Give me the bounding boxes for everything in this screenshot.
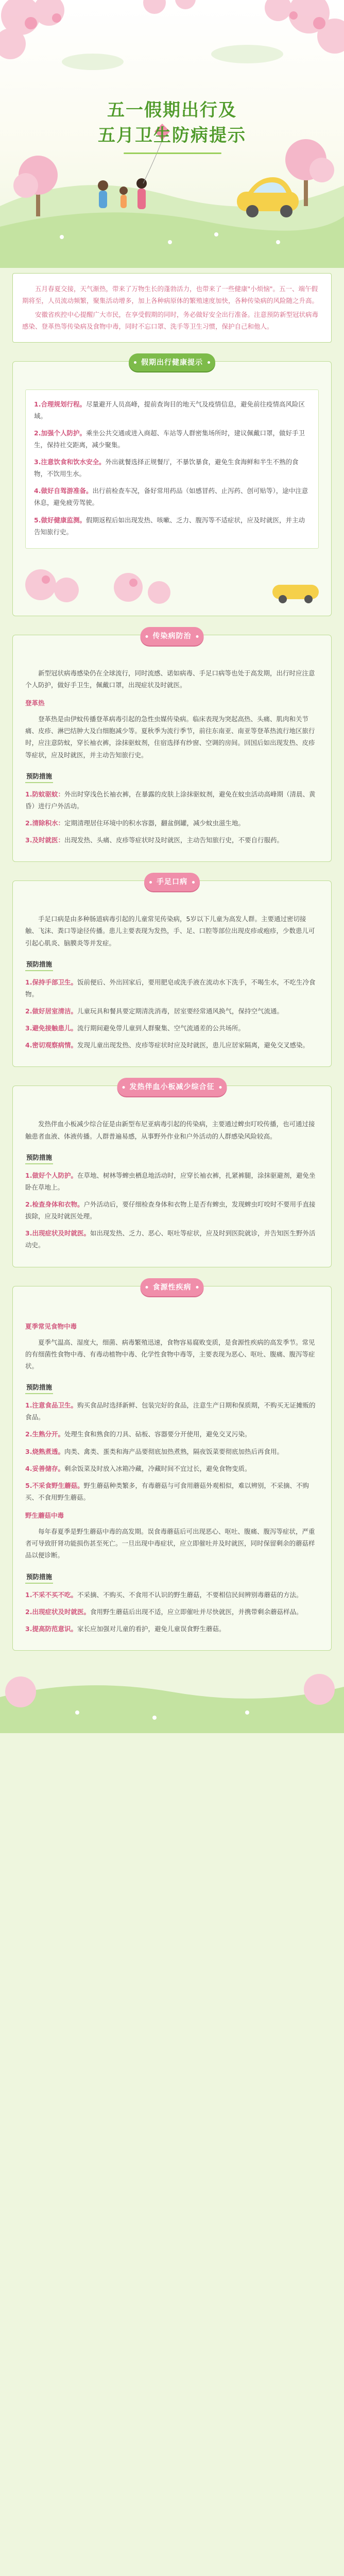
list-item — [25, 1623, 319, 1635]
subsection-title: 野生蘑菇中毒 — [25, 1512, 64, 1519]
item-body: 购买食品时选择新鲜、包装完好的食品，注意生产日期和保质期，不购买无证摊贩的食品。 — [25, 1401, 316, 1421]
section-content — [25, 389, 319, 549]
item-title: 2.做好居室清洁。 — [25, 1007, 77, 1015]
item-title: 2.加强个人防护。 — [34, 429, 86, 437]
item-title: 1.不采不买不吃。 — [25, 1590, 77, 1599]
item-body: 食用野生蘑菇后出现不适，应立即催吐并尽快就医，并携带剩余蘑菇样品。 — [90, 1607, 303, 1616]
grass-illustration — [0, 1661, 344, 1733]
list-item — [34, 427, 310, 451]
list-item — [25, 1463, 319, 1475]
subsection-title: 夏季常见食物中毒 — [25, 1322, 77, 1330]
paragraph: 每年春夏季是野生蘑菇中毒的高发期。误食毒蘑菇后可出现恶心、呕吐、腹痛、腹泻等症状，严重者可导致肝肾功能损伤甚至死亡。一旦出现中毒症状，应立即催吐并及时就医，同时保留剩余的蘑菇样品以便诊断。 — [25, 1528, 315, 1560]
item-title: 4.做好自驾游准备。 — [34, 487, 93, 495]
list-item — [25, 788, 319, 812]
title-line-2: 五月卫生防病提示 — [98, 126, 246, 146]
section-intro: 发热伴血小板减少综合征是由新型布尼亚病毒引起的传染病，主要通过蜱虫叮咬传播，也可通过接触患者血液、体液传播。人群普遍易感，从事野外作业和户外活动的人群感染风险较高。 — [25, 1120, 315, 1140]
item-title: 1.保持手部卫生。 — [25, 978, 77, 986]
section-tag: 发热伴血小板减少综合征 — [117, 1078, 227, 1096]
item-body: 家长应加强对儿童的看护，避免儿童误食野生蘑菇。 — [77, 1624, 226, 1633]
subsection-label: 预防措施 — [25, 770, 53, 783]
paragraph: 夏季气温高、湿度大，细菌、病毒繁殖迅速，食物容易腐败变质，是食源性疾病的高发季节。常见的有细菌性食物中毒、有毒动植物中毒、化学性食物中毒等，主要表现为恶心、呕吐、腹痛、腹泻等症状。 — [25, 1338, 315, 1370]
item-body: 剩余饭菜及时放入冰箱冷藏，冷藏时间不宜过长，避免食物变质。 — [64, 1464, 251, 1472]
section-foodborne-disease — [12, 1282, 332, 1651]
list-item — [25, 1198, 319, 1222]
item-body: 不采摘、不购买、不食用不认识的野生蘑菇，不要相信民间辨别毒蘑菇的方法。 — [77, 1590, 303, 1599]
item-title: 1.做好个人防护。 — [25, 1171, 77, 1179]
item-body: 如出现发热、乏力、恶心、呕吐等症状，应及时到医院就诊，并告知医生野外活动史。 — [25, 1229, 316, 1249]
item-title: 4.密切观察病情。 — [25, 1041, 77, 1049]
title-line-1: 五一假期出行及 — [107, 100, 237, 120]
list-item — [25, 1039, 319, 1051]
item-title: 2.清除积水： — [25, 819, 64, 827]
paragraph: 登革热是由伊蚊传播登革病毒引起的急性虫媒传染病。临床表现为突起高热、头痛、肌肉和关节痛、皮疹、淋巴结肿大及白细胞减少等。夏秋季为流行季节，前往东南亚、南亚等登革热流行地区旅行时，应注意防蚊，穿长袖衣裤，涂抹驱蚊剂，住宿选择有纱窗、空调的房间。回国后如出现发热、皮疹等症状，应及时就医，并主动告知旅行史。 — [25, 715, 315, 759]
list-item — [25, 976, 319, 1000]
section-intro: 新型冠状病毒感染仍在全球流行，同时流感、诺如病毒、手足口病等也处于高发期，出行时应注意个人防护，做好手卫生，佩戴口罩，出现症状及时就医。 — [25, 669, 315, 689]
item-body: 乘坐公共交通或进入商超、车站等人群密集场所时，建议佩戴口罩，做好手卫生，保持社交距离，减少聚集。 — [34, 429, 305, 449]
item-body: 假期返程后如出现发热、咳嗽、乏力、腹泻等不适症状，应及时就医，并主动告知旅行史。 — [34, 516, 305, 536]
page-title — [0, 98, 344, 149]
footer-decoration — [0, 1661, 344, 1733]
item-body: 野生蘑菇种类繁多，有毒蘑菇与可食用蘑菇外观相似，难以辨别，不采摘、不购买、不食用野生蘑菇。 — [25, 1481, 309, 1501]
list-item — [25, 1170, 319, 1193]
subsection-label: 预防措施 — [25, 1151, 53, 1164]
list-item — [25, 1428, 319, 1440]
item-body: 在草地、树林等蜱虫栖息地活动时，应穿长袖衣裤，扎紧裤腿，涂抹驱避剂，避免坐卧在草地上。 — [25, 1171, 316, 1191]
item-body: 尽量避开人员高峰，提前查询目的地天气及疫情信息，避免前往疫情高风险区域。 — [34, 400, 305, 420]
item-title: 1.注意食品卫生。 — [25, 1401, 77, 1410]
item-title: 2.检查身体和衣物。 — [25, 1200, 84, 1208]
item-title: 5.做好健康监测。 — [34, 516, 86, 524]
list-item — [34, 485, 310, 509]
list-item — [34, 398, 310, 422]
subsection-label: 预防措施 — [25, 958, 53, 971]
list-item — [25, 1227, 319, 1251]
list-item — [25, 1022, 319, 1034]
section-tag: 传染病防治 — [141, 627, 204, 646]
intro-box — [12, 273, 332, 343]
subsection-title: 登革热 — [25, 699, 45, 707]
item-title: 3.及时就医： — [25, 836, 64, 844]
section-travel-tips — [12, 358, 332, 616]
intro-paragraph: 五月春夏交接，天气渐热，带来了万物生长的蓬勃活力，也带来了一些健康"小烦恼"。五一、端午假期将至，人员流动频繁，聚集活动增多，加上各种病原体的繁殖速度加快，各种传染病的风险随之升高。 — [22, 285, 319, 305]
section-infectious-disease — [12, 631, 332, 862]
item-title: 1.合理规划行程。 — [34, 400, 86, 408]
blossom-illustration — [25, 549, 344, 605]
item-title: 2.生熟分开。 — [25, 1430, 64, 1438]
item-body: 出行前检查车况，备好常用药品（如感冒药、止泻药、创可贴等），途中注意休息，避免疲劳驾驶。 — [34, 487, 308, 507]
item-body: 定期清理居住环境中的积水容器，翻盆倒罐，减少蚊虫滋生地。 — [64, 819, 245, 827]
intro-paragraph: 安徽省疾控中心提醒广大市民，在享受假期的同时，务必做好安全出行准备。注意预防新型冠状病毒感染、登革热等传染病及食物中毒，同时不忘口罩、洗手等卫生习惯，保护自己和他人。 — [22, 311, 319, 331]
list-item — [25, 1005, 319, 1017]
item-body: 户外活动后，要仔细检查身体和衣物上是否有蜱虫，发现蜱虫叮咬时不要用手直接拔除，应及时就医处理。 — [25, 1200, 316, 1221]
list-item — [25, 1606, 319, 1618]
flower-decoration — [25, 549, 319, 605]
item-body: 发现儿童出现发热、皮疹等症状时应及时就医，患儿应居家隔离，避免交叉感染。 — [77, 1041, 309, 1049]
item-body: 儿童玩具和餐具要定期清洗消毒，居室要经常通风换气，保持空气流通。 — [77, 1007, 283, 1015]
list-item — [25, 1480, 319, 1503]
item-title: 3.注意饮食和饮水安全。 — [34, 458, 106, 466]
item-title: 3.避免接触患儿。 — [25, 1024, 77, 1032]
item-body: 外出就餐选择正规餐厅，不暴饮暴食，避免生食海鲜和半生不熟的食物，不饮用生水。 — [34, 458, 299, 478]
title-underline — [124, 152, 221, 154]
item-title: 3.提高防范意识。 — [25, 1624, 77, 1633]
subsection-label: 预防措施 — [25, 1571, 53, 1584]
subsection-label: 预防措施 — [25, 1381, 53, 1394]
list-item — [25, 1446, 319, 1458]
list-item — [34, 456, 310, 480]
item-body: 出现发热、头痛、皮疹等症状时及时就医，主动告知旅行史，不要自行服药。 — [64, 836, 283, 844]
list-item — [34, 514, 310, 538]
item-title: 3.烧熟煮透。 — [25, 1447, 64, 1455]
section-tag: 假期出行健康提示 — [129, 353, 215, 372]
item-body: 流行期间避免带儿童到人群聚集、空气流通差的公共场所。 — [77, 1024, 245, 1032]
list-item — [25, 834, 319, 846]
item-title: 3.出现症状及时就医。 — [25, 1229, 90, 1238]
item-body: 肉类、禽类、蛋类和海产品要彻底加热煮熟，隔夜饭菜要彻底加热后再食用。 — [64, 1447, 283, 1455]
section-tag: 食源性疾病 — [141, 1278, 204, 1297]
list-item — [25, 817, 319, 829]
item-title: 2.出现症状及时就医。 — [25, 1607, 90, 1616]
item-body: 饭前便后、外出回家后，要用肥皂或洗手液在流动水下洗手，不喝生水，不吃生冷食物。 — [25, 978, 316, 998]
item-body: 处理生食和熟食的刀具、砧板、容器要分开使用，避免交叉污染。 — [64, 1430, 251, 1438]
hero-banner — [0, 0, 344, 268]
item-title: 1.防蚊驱蚊： — [25, 790, 64, 798]
section-intro: 手足口病是由多种肠道病毒引起的儿童常见传染病，5岁以下儿童为高发人群。主要通过密切接触、飞沫、粪口等途径传播。患儿主要表现为发热，手、足、口腔等部位出现皮疹或疱疹，少数患儿可引起心肌炎、脑膜炎等并发症。 — [25, 915, 315, 947]
list-item — [25, 1399, 319, 1423]
list-item — [25, 1589, 319, 1601]
item-title: 4.妥善储存。 — [25, 1464, 64, 1472]
item-title: 5.不采食野生蘑菇。 — [25, 1481, 84, 1489]
section-sfts — [12, 1082, 332, 1267]
item-body: 外出时穿浅色长袖衣裤，在暴露的皮肤上涂抹驱蚊剂，避免在蚊虫活动高峰期（清晨、黄昏）进行户外活动。 — [25, 790, 316, 810]
section-tag: 手足口病 — [144, 873, 200, 891]
section-hand-foot-mouth — [12, 877, 332, 1067]
